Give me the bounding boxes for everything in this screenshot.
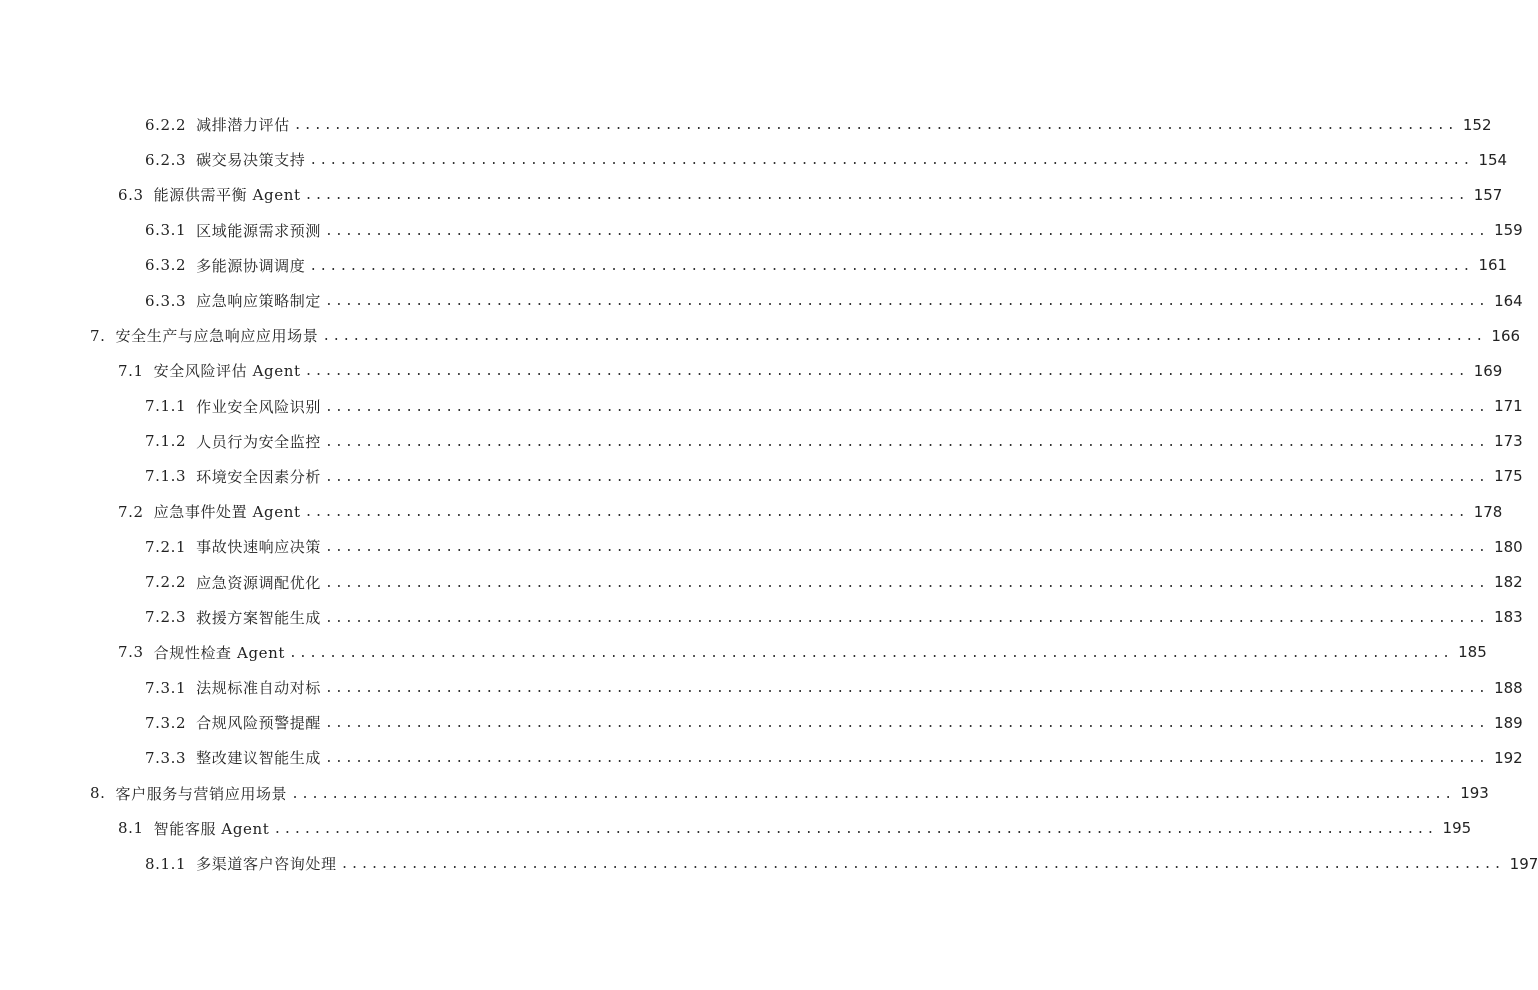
toc-entry-title: 应急资源调配优化 <box>196 573 321 592</box>
toc-entry-number: 7.2 <box>118 502 144 521</box>
dot-leader: .................................................................................................................... <box>293 118 1457 134</box>
toc-entry-page-number: 164 <box>1494 291 1523 310</box>
dot-leader: .................................................................................................................... <box>309 258 1473 274</box>
toc-entry-number: 7.3.2 <box>145 713 187 732</box>
toc-entry[interactable] <box>0 564 1523 599</box>
toc-entry[interactable] <box>0 248 1508 283</box>
toc-entry-page-number: 166 <box>1491 326 1521 345</box>
dot-leader: .................................................................................................................... <box>324 751 1489 767</box>
toc-entry[interactable] <box>0 494 1503 529</box>
toc-entry-title: 环境安全因素分析 <box>196 467 321 486</box>
toc-entry[interactable] <box>0 776 1489 811</box>
toc-entry-page-number: 182 <box>1494 573 1523 592</box>
toc-entry[interactable] <box>0 424 1523 459</box>
toc-entry-page-number: 152 <box>1462 115 1492 134</box>
toc-entry[interactable] <box>0 177 1503 212</box>
toc-entry-title: 合规性检查 Agent <box>153 643 286 662</box>
toc-entry[interactable] <box>0 740 1523 775</box>
toc-entry-title: 作业安全风险识别 <box>196 397 321 416</box>
toc-entry-title: 应急事件处置 Agent <box>153 503 301 522</box>
dot-leader: .................................................................................................................... <box>340 857 1504 873</box>
toc-entry-title: 客户服务与营销应用场景 <box>115 784 288 803</box>
toc-entry[interactable] <box>0 213 1523 248</box>
toc-entry-number: 8.1.1 <box>145 854 187 873</box>
toc-entry-page-number: 161 <box>1478 256 1508 275</box>
toc-entry-number: 6.3 <box>118 185 144 204</box>
toc-entry-number: 7.1.1 <box>145 397 187 416</box>
toc-entry-page-number: 192 <box>1494 748 1523 767</box>
toc-entry[interactable] <box>0 459 1523 494</box>
dot-leader: .................................................................................................................... <box>324 469 1489 485</box>
dot-leader: .................................................................................................................... <box>304 188 1468 204</box>
toc-entry-number: 6.2.3 <box>145 150 187 169</box>
toc-entry-title: 智能客服 Agent <box>153 819 270 838</box>
table-of-contents <box>0 107 1538 881</box>
dot-leader: .................................................................................................................... <box>322 329 1486 345</box>
toc-entry-page-number: 178 <box>1473 502 1503 521</box>
toc-entry-title: 合规风险预警提醒 <box>196 714 321 733</box>
toc-entry-title: 安全风险评估 Agent <box>153 362 301 381</box>
dot-leader: .................................................................................................................... <box>324 294 1489 310</box>
toc-entry[interactable] <box>0 600 1523 635</box>
toc-entry-number: 7.1.2 <box>145 432 187 451</box>
toc-entry-page-number: 173 <box>1494 432 1523 451</box>
toc-entry-number: 8. <box>90 784 106 803</box>
toc-entry[interactable] <box>0 142 1508 177</box>
toc-entry-number: 7.2.3 <box>145 608 187 627</box>
toc-entry-number: 6.3.3 <box>145 291 187 310</box>
dot-leader: .................................................................................................................... <box>304 364 1468 380</box>
toc-entry-page-number: 185 <box>1458 643 1487 662</box>
toc-entry-page-number: 188 <box>1494 678 1523 697</box>
toc-entry-number: 7.3.3 <box>145 748 187 767</box>
toc-entry-number: 7.1 <box>118 361 144 380</box>
toc-entry-number: 7.2.2 <box>145 573 187 592</box>
toc-entry-number: 7.1.3 <box>145 467 187 486</box>
toc-entry-title: 人员行为安全监控 <box>196 432 321 451</box>
toc-entry-page-number: 171 <box>1494 397 1523 416</box>
dot-leader: .................................................................................................................... <box>324 716 1489 732</box>
toc-entry-number: 6.3.2 <box>145 256 187 275</box>
toc-entry-page-number: 157 <box>1473 185 1503 204</box>
toc-entry-number: 7.2.1 <box>145 537 187 556</box>
toc-entry[interactable] <box>0 670 1523 705</box>
toc-entry-number: 7. <box>90 326 106 345</box>
toc-entry[interactable] <box>0 353 1503 388</box>
toc-entry-page-number: 159 <box>1494 221 1523 240</box>
toc-entry-title: 多渠道客户咨询处理 <box>196 855 337 874</box>
dot-leader: .................................................................................................................... <box>291 786 1455 802</box>
toc-entry-number: 8.1 <box>118 819 144 838</box>
toc-entry-title: 能源供需平衡 Agent <box>153 186 301 205</box>
toc-entry-page-number: 169 <box>1473 361 1503 380</box>
toc-entry-page-number: 154 <box>1478 150 1508 169</box>
toc-entry-title: 区域能源需求预测 <box>196 221 321 240</box>
dot-leader: .................................................................................................................... <box>324 610 1489 626</box>
toc-entry[interactable] <box>0 389 1523 424</box>
toc-entry-page-number: 189 <box>1494 713 1523 732</box>
dot-leader: .................................................................................................................... <box>289 645 1453 661</box>
toc-entry-title: 安全生产与应急响应应用场景 <box>115 327 319 346</box>
toc-entry[interactable] <box>0 283 1523 318</box>
toc-entry-page-number: 193 <box>1460 784 1489 803</box>
toc-entry-title: 应急响应策略制定 <box>196 292 321 311</box>
toc-entry[interactable] <box>0 107 1492 142</box>
toc-entry-number: 6.3.1 <box>145 221 187 240</box>
toc-entry-page-number: 197 <box>1509 854 1538 873</box>
toc-entry-title: 多能源协调调度 <box>196 256 306 275</box>
toc-entry-number: 7.3.1 <box>145 678 187 697</box>
toc-entry-title: 整改建议智能生成 <box>196 749 321 768</box>
dot-leader: .................................................................................................................... <box>324 681 1489 697</box>
toc-entry[interactable] <box>0 318 1521 353</box>
toc-entry[interactable] <box>0 635 1487 670</box>
toc-entry-title: 碳交易决策支持 <box>196 151 306 170</box>
dot-leader: .................................................................................................................... <box>324 399 1489 415</box>
toc-entry-title: 事故快速响应决策 <box>196 538 321 557</box>
toc-entry-title: 法规标准自动对标 <box>196 679 321 698</box>
toc-entry[interactable] <box>0 846 1538 881</box>
toc-entry[interactable] <box>0 705 1523 740</box>
toc-entry-page-number: 180 <box>1494 537 1523 556</box>
dot-leader: .................................................................................................................... <box>324 540 1489 556</box>
toc-entry-title: 救援方案智能生成 <box>196 608 321 627</box>
toc-entry-number: 6.2.2 <box>145 115 187 134</box>
dot-leader: .................................................................................................................... <box>324 434 1489 450</box>
toc-entry-page-number: 183 <box>1494 608 1523 627</box>
toc-entry[interactable] <box>0 811 1472 846</box>
dot-leader: .................................................................................................................... <box>309 153 1473 169</box>
toc-entry-number: 7.3 <box>118 643 144 662</box>
toc-entry-page-number: 175 <box>1494 467 1523 486</box>
toc-entry-title: 减排潜力评估 <box>196 116 290 135</box>
dot-leader: .................................................................................................................... <box>324 223 1489 239</box>
dot-leader: .................................................................................................................... <box>273 821 1437 837</box>
toc-entry[interactable] <box>0 529 1523 564</box>
dot-leader: .................................................................................................................... <box>304 505 1468 521</box>
dot-leader: .................................................................................................................... <box>324 575 1489 591</box>
toc-entry-page-number: 195 <box>1442 819 1472 838</box>
